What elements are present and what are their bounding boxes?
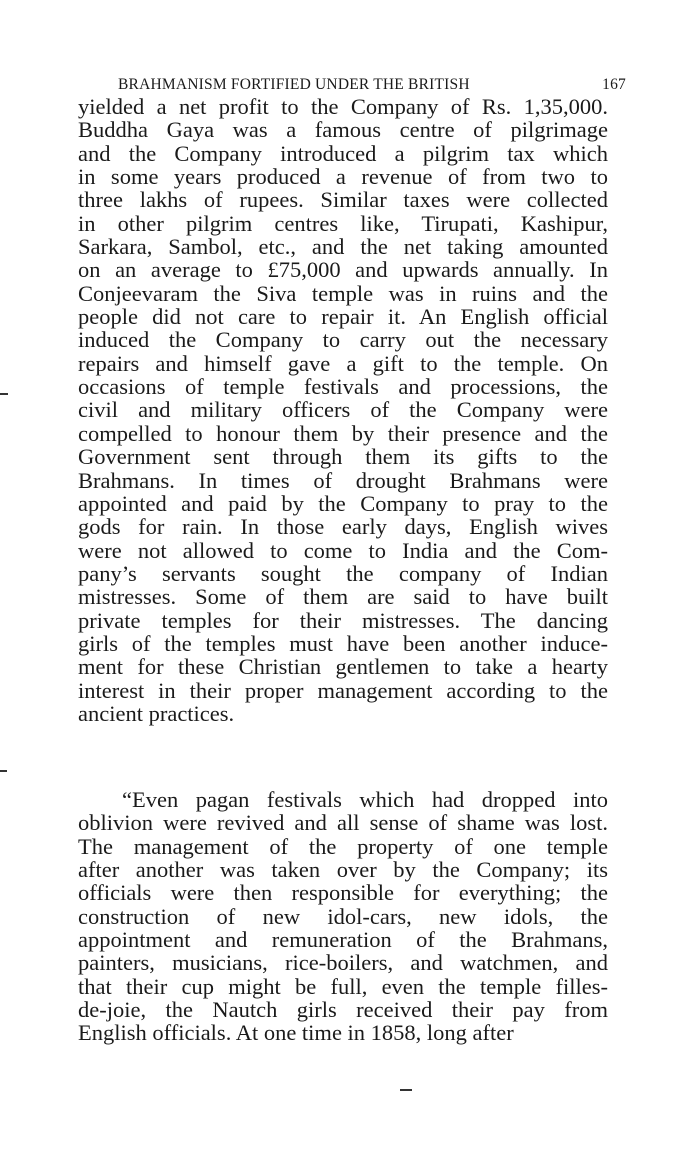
text-line: were not allowed to come to India and the Com- [78, 537, 608, 563]
text-line: Conjeevaram the Siva temple was in ruins and the [78, 280, 608, 306]
text-line: after another was taken over by the Company; its [78, 857, 608, 883]
text-line: in other pilgrim centres like, Tirupati, Kashipur, [78, 210, 608, 236]
text-line: appointed and paid by the Company to pray to the [78, 490, 608, 516]
text-line: gods for rain. In those early days, English wives [78, 514, 608, 540]
text-line: girls of the temples must have been another induce- [78, 630, 608, 656]
margin-mark [0, 393, 8, 395]
text-line: yielded a net profit to the Company of Rs. 1,35,000. [78, 94, 608, 119]
text-line: compelled to honour them by their presence and the [78, 420, 608, 446]
page-number: 167 [602, 76, 626, 93]
text-line: mistresses. Some of them are said to have built [78, 584, 608, 610]
paragraph-2-quotation [78, 788, 608, 1045]
margin-mark [0, 770, 7, 772]
text-line: The management of the property of one temple [78, 833, 608, 859]
text-line: that their cup might be full, even the temple filles- [78, 973, 608, 999]
margin-mark [400, 1089, 412, 1091]
text-line: officials were then responsible for everything; the [78, 880, 608, 906]
text-line: Sarkara, Sambol, etc., and the net taking amounted [78, 234, 608, 260]
text-line: induced the Company to carry out the necessary [78, 327, 608, 353]
text-line: construction of new idol-cars, new idols, the [78, 903, 608, 929]
text-line: private temples for their mistresses. The dancing [78, 607, 608, 633]
text-line: and the Company introduced a pilgrim tax which [78, 140, 608, 166]
text-line: de-joie, the Nautch girls received their pay from [78, 997, 608, 1023]
text-line: three lakhs of rupees. Similar taxes were collected [78, 187, 608, 213]
text-line: oblivion were revived and all sense of shame was lost. [78, 810, 608, 836]
text-line: “Even pagan festivals which had dropped into [122, 787, 608, 812]
text-line: appointment and remuneration of the Brahmans, [78, 927, 608, 953]
text-line: painters, musicians, rice-boilers, and watchmen, and [78, 950, 608, 976]
running-head-title: BRAHMANISM FORTIFIED UNDER THE BRITISH [118, 76, 470, 93]
text-line: occasions of temple festivals and processions, the [78, 374, 608, 400]
text-line: English officials. At one time in 1858, long after [78, 1020, 514, 1046]
text-line: people did not care to repair it. An English official [78, 304, 608, 330]
text-line: Brahmans. In times of drought Brahmans were [78, 467, 608, 493]
paragraph-1 [78, 95, 608, 725]
text-line: repairs and himself gave a gift to the temple. On [78, 350, 608, 376]
text-line: civil and military officers of the Company were [78, 397, 608, 423]
text-line: in some years produced a revenue of from two to [78, 164, 608, 190]
text-line: ment for these Christian gentlemen to take a hearty [78, 654, 608, 680]
text-line: pany’s servants sought the company of Indian [78, 560, 608, 586]
text-line: interest in their proper management according to the [78, 677, 608, 703]
text-line: ancient practices. [78, 700, 235, 726]
text-line: on an average to £75,000 and upwards annually. In [78, 257, 608, 283]
text-line: Government sent through them its gifts to the [78, 444, 608, 470]
text-line: Buddha Gaya was a famous centre of pilgrimage [78, 117, 608, 143]
